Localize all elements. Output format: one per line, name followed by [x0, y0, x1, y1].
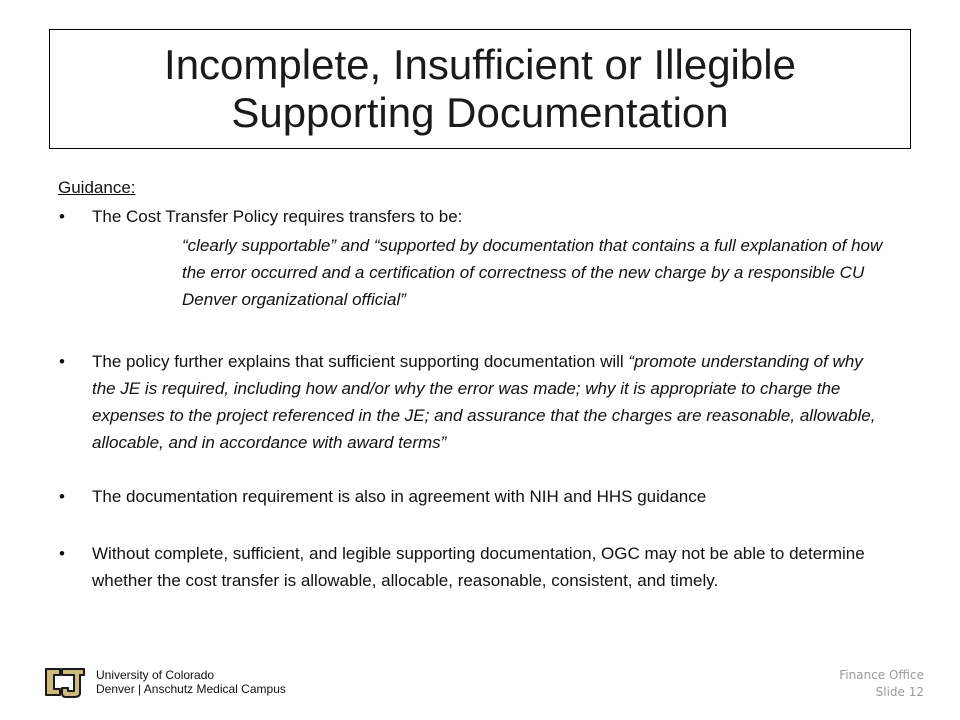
slide-number: Slide 12 [875, 685, 924, 699]
bullet-text: Without complete, sufficient, and legible supporting documentation, OGC may not be able to determine whether the cost transfer is allowable, allocable, reasonable, consistent, and timely. [92, 544, 865, 590]
bullet-text: The Cost Transfer Policy requires transfers to be: [92, 207, 463, 226]
bullet-item [58, 203, 888, 313]
university-logo [44, 666, 286, 698]
bullet-item [58, 348, 888, 456]
cu-logo-icon [44, 666, 90, 698]
slide-title [164, 41, 796, 137]
title-box [49, 29, 911, 149]
logo-line-1: University of Colorado [96, 668, 215, 682]
bullet-text: The documentation requirement is also in agreement with NIH and HHS guidance [92, 487, 707, 506]
bullet-icon: • [59, 207, 65, 226]
slide-content [58, 174, 888, 594]
title-line-1: Incomplete, Insufficient or Illegible [164, 41, 796, 88]
guidance-heading: Guidance: [58, 178, 136, 197]
logo-line-2: Denver | Anschutz Medical Campus [96, 682, 286, 696]
bullet-text-plain: The policy further explains that sufficient supporting documentation will [92, 352, 629, 371]
bullet-text [92, 348, 888, 456]
policy-quote: “clearly supportable” and “supported by documentation that contains a full explanation of how the error occurred and a certification of correctness of the new charge by a responsible CU Denver organizational official” [182, 236, 883, 309]
bullet-item [58, 540, 888, 594]
bullet-text-italic: “promote understanding of why the JE is required, including how and/or why the error was made; why it is appropriate to charge the expenses to the project referenced in the JE; and assurance that the charges are reasonable, allowable, allocable, and in accordance with award terms” [92, 352, 876, 452]
title-line-2: Supporting Documentation [231, 89, 729, 136]
bullet-icon: • [59, 352, 65, 371]
logo-text [96, 668, 286, 696]
bullet-icon: • [59, 487, 65, 506]
footer-info [839, 667, 924, 701]
bullet-item [58, 483, 888, 510]
bullet-icon: • [59, 544, 65, 563]
office-label: Finance Office [839, 668, 924, 682]
